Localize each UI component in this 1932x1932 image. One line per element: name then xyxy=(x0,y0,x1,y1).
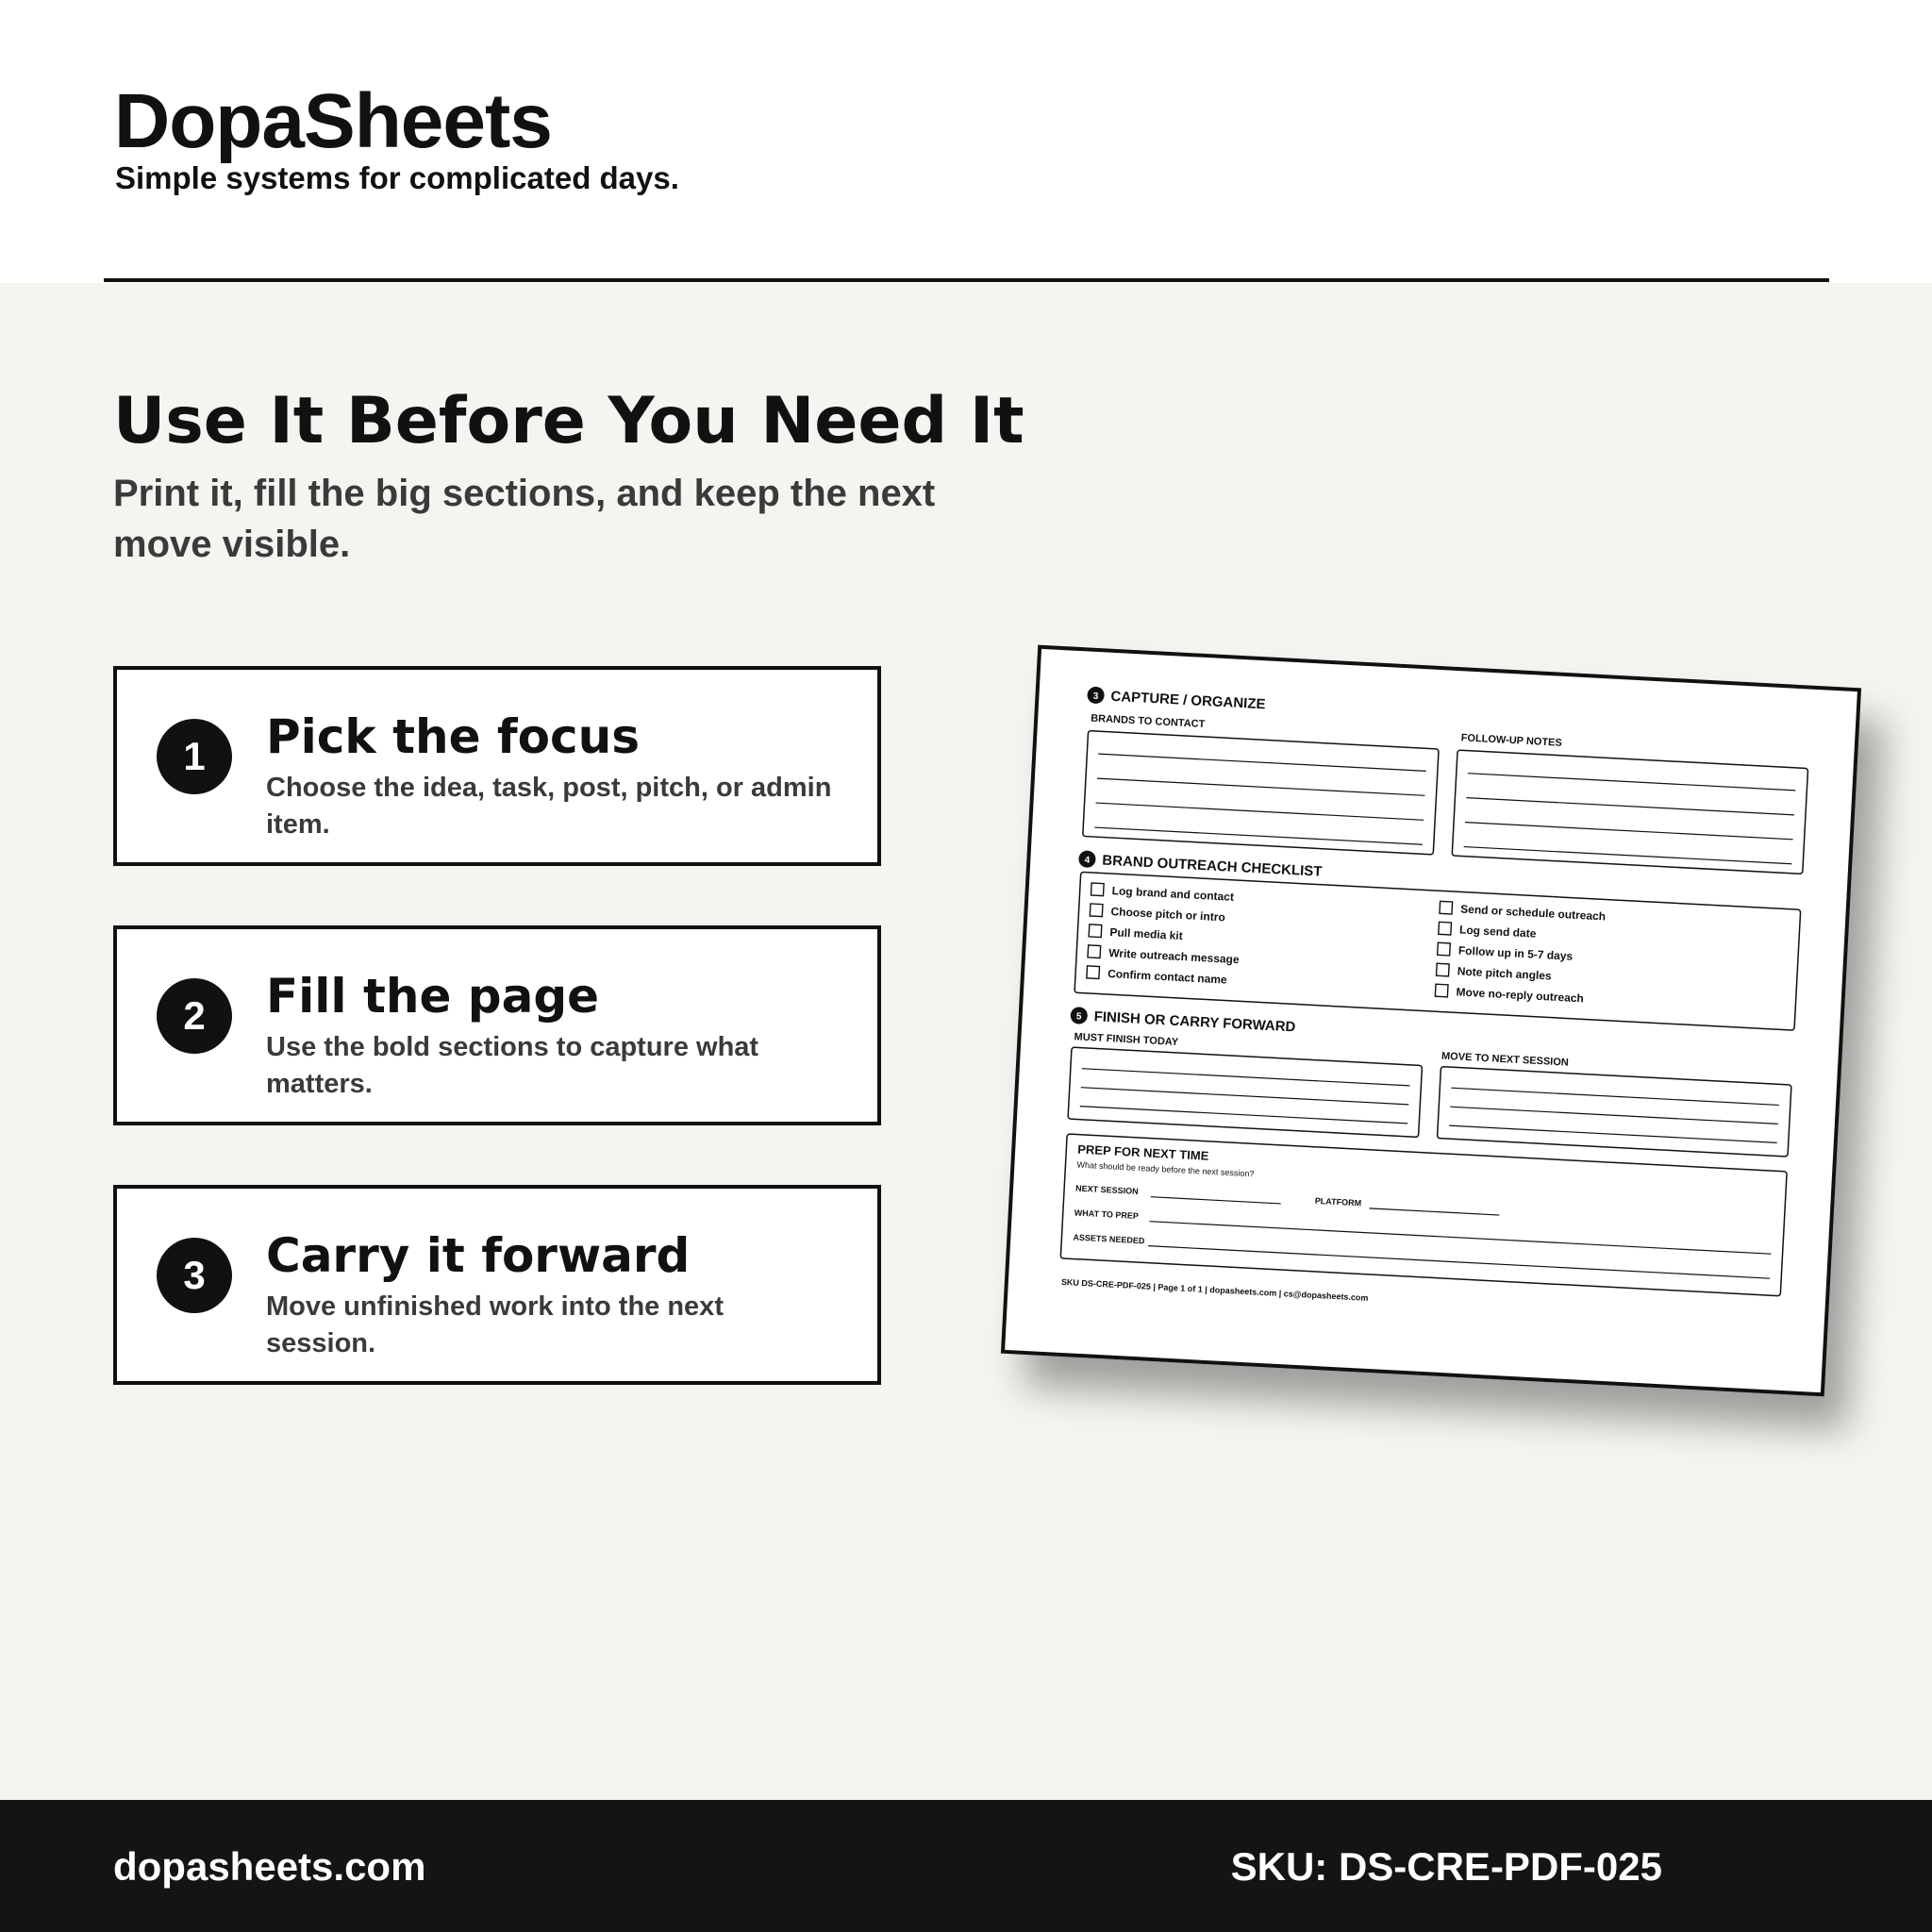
step-title: Carry it forward xyxy=(266,1228,691,1283)
section-title-capture: CAPTURE / ORGANIZE xyxy=(1110,688,1266,713)
header xyxy=(0,0,1932,283)
move-to-next-session-label: MOVE TO NEXT SESSION xyxy=(1441,1050,1570,1069)
step-title: Fill the page xyxy=(266,969,600,1024)
step-description: Choose the idea, task, post, pitch, or admin item. xyxy=(266,773,832,840)
brand-name: DopaSheets xyxy=(114,78,552,164)
checklist-item: Send or schedule outreach xyxy=(1459,902,1607,924)
checklist-item: Move no-reply outreach xyxy=(1456,985,1585,1006)
step-number-badge: 2 xyxy=(157,978,232,1054)
footer-sku: SKU: DS-CRE-PDF-025 xyxy=(1230,1844,1662,1889)
assets-needed-label: ASSETS NEEDED xyxy=(1073,1232,1145,1246)
next-session-label: NEXT SESSION xyxy=(1074,1183,1139,1196)
step-number-badge: 3 xyxy=(157,1238,232,1313)
brand-tagline: Simple systems for complicated days. xyxy=(115,160,679,195)
step-card-1 xyxy=(113,666,881,866)
step-description: Move unfinished work into the next session. xyxy=(266,1291,724,1358)
page-headline: Use It Before You Need It xyxy=(113,384,1024,458)
header-divider xyxy=(104,278,1829,282)
move-to-next-session-box xyxy=(1437,1067,1790,1157)
what-to-prep-label: WHAT TO PREP xyxy=(1074,1208,1140,1222)
footer-bar xyxy=(0,1800,1932,1932)
worksheet-footer-text: SKU DS-CRE-PDF-025 | Page 1 of 1 | dopasheets.com | cs@dopasheets.com xyxy=(1060,1276,1369,1303)
brands-to-contact-label: BRANDS TO CONTACT xyxy=(1090,712,1206,731)
worksheet-preview-svg xyxy=(1005,649,1857,1392)
footer-site-link[interactable]: dopasheets.com xyxy=(113,1844,426,1889)
checklist-item: Log send date xyxy=(1458,923,1537,941)
step-title: Pick the focus xyxy=(266,709,640,764)
prep-subtitle: What should be ready before the next session? xyxy=(1076,1159,1255,1179)
checklist-item: Follow up in 5-7 days xyxy=(1457,943,1574,963)
follow-up-notes-label: FOLLOW-UP NOTES xyxy=(1460,732,1563,749)
must-finish-today-box xyxy=(1068,1047,1422,1137)
worksheet-preview xyxy=(1001,645,1861,1397)
prep-title: PREP FOR NEXT TIME xyxy=(1076,1141,1209,1163)
section-number: 3 xyxy=(1092,691,1099,703)
section-number: 5 xyxy=(1075,1011,1082,1023)
checklist-item: Note pitch angles xyxy=(1457,964,1553,983)
must-finish-today-label: MUST FINISH TODAY xyxy=(1074,1031,1179,1049)
platform-line xyxy=(1370,1208,1500,1215)
checklist-item: Choose pitch or intro xyxy=(1110,905,1226,924)
platform-label: PLATFORM xyxy=(1314,1195,1362,1208)
step-number-badge: 1 xyxy=(157,719,232,794)
step-card-2 xyxy=(113,925,881,1125)
step-card-3 xyxy=(113,1185,881,1385)
checklist-item: Pull media kit xyxy=(1109,925,1184,943)
page-subhead: Print it, fill the big sections, and keep the next move visible. xyxy=(113,473,936,565)
writing-lines xyxy=(1080,1069,1779,1143)
what-to-prep-line xyxy=(1149,1222,1771,1255)
writing-lines xyxy=(1094,754,1795,864)
section-number: 4 xyxy=(1084,855,1091,866)
section-title-checklist: BRAND OUTREACH CHECKLIST xyxy=(1101,852,1323,880)
step-description: Use the bold sections to capture what matters. xyxy=(266,1032,759,1099)
checklist-item: Confirm contact name xyxy=(1107,966,1228,987)
assets-needed-line xyxy=(1148,1246,1770,1279)
section-title-finish: FINISH OR CARRY FORWARD xyxy=(1093,1008,1296,1036)
checklist-item: Log brand and contact xyxy=(1111,884,1235,904)
next-session-line xyxy=(1151,1197,1281,1204)
checklist-item: Write outreach message xyxy=(1108,946,1240,967)
